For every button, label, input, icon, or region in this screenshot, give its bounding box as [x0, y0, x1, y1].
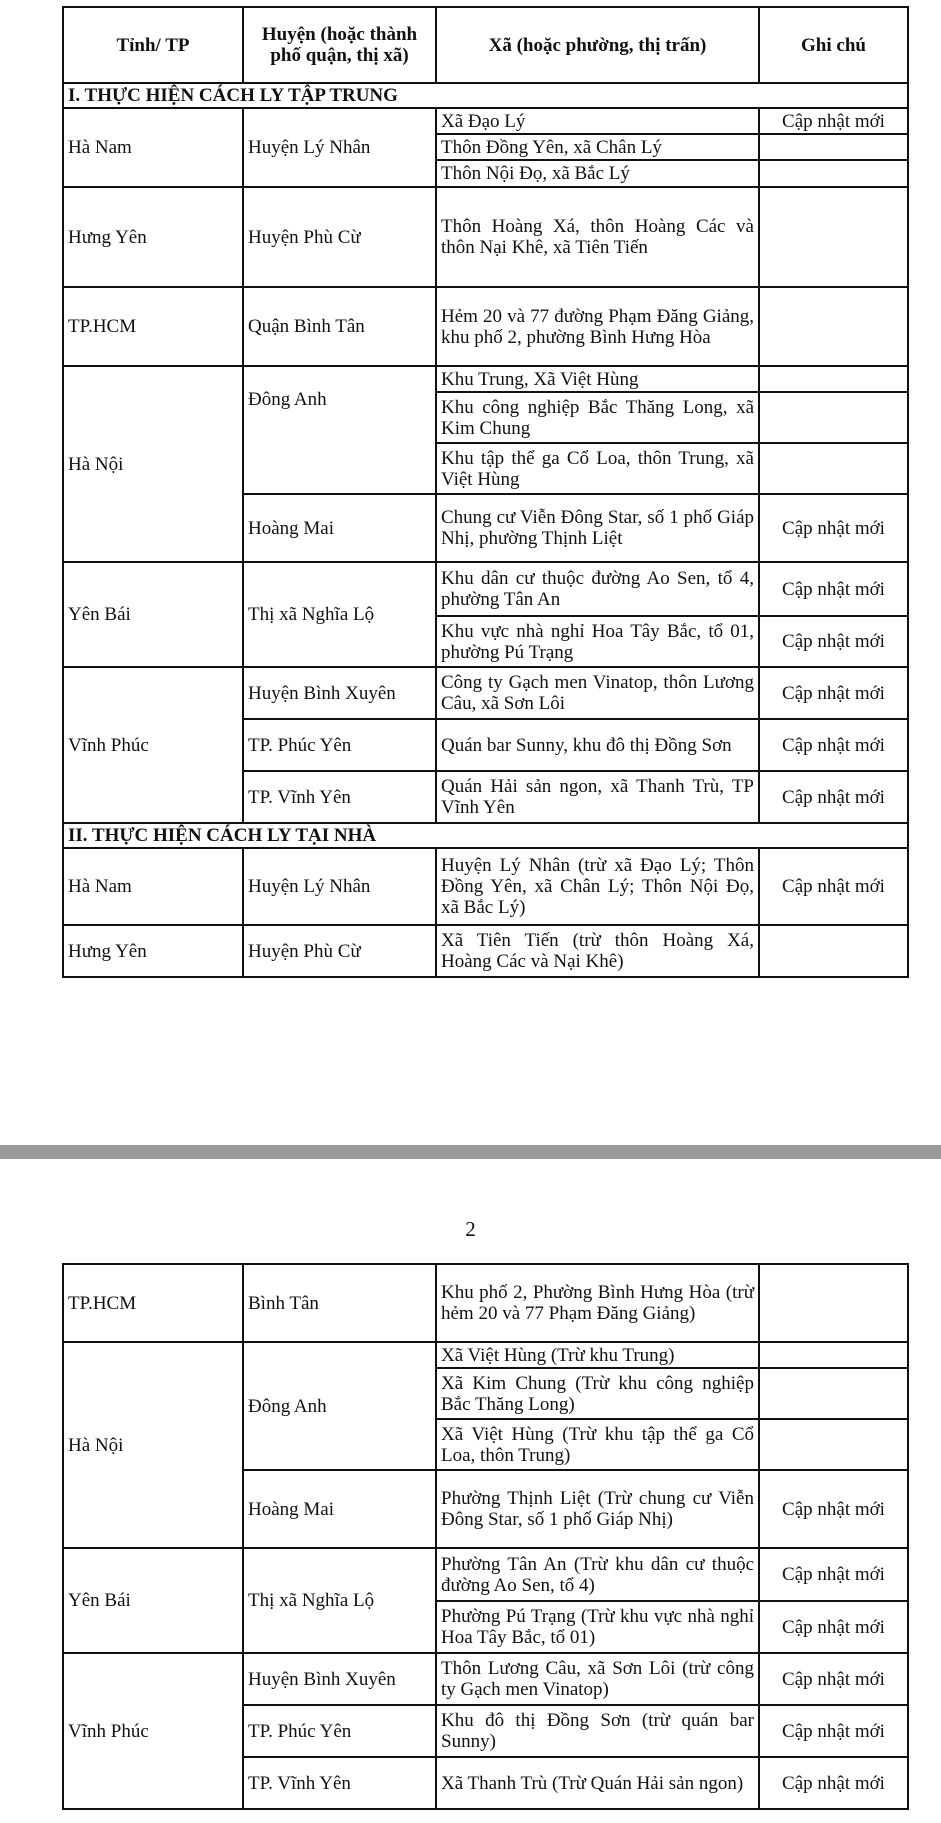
district-cell: Hoàng Mai — [243, 494, 436, 562]
commune-cell: Quán bar Sunny, khu đô thị Đồng Sơn — [436, 719, 759, 771]
commune-cell: Thôn Nội Đọ, xã Bắc Lý — [436, 160, 759, 187]
province-cell: Hà Nội — [63, 366, 243, 562]
table-row — [63, 848, 908, 925]
quarantine-table-page-1 — [62, 6, 909, 978]
province-cell: Hưng Yên — [63, 925, 243, 977]
table-row — [63, 1653, 908, 1705]
commune-cell: Thôn Đồng Yên, xã Chân Lý — [436, 134, 759, 160]
province-cell: Hà Nam — [63, 848, 243, 925]
note-cell: Cập nhật mới — [759, 1705, 908, 1757]
note-cell: Cập nhật mới — [759, 719, 908, 771]
section-row — [63, 823, 908, 848]
note-cell: Cập nhật mới — [759, 562, 908, 616]
commune-cell: Phường Tân An (Trừ khu dân cư thuộc đường Ao Sen, tổ 4) — [436, 1548, 759, 1601]
district-cell: Huyện Phù Cừ — [243, 925, 436, 977]
note-cell: Cập nhật mới — [759, 667, 908, 719]
commune-cell: Khu vực nhà nghỉ Hoa Tây Bắc, tổ 01, phường Pú Trạng — [436, 616, 759, 667]
table-row — [63, 187, 908, 287]
page-number: 2 — [465, 1217, 476, 1241]
commune-cell: Khu tập thể ga Cổ Loa, thôn Trung, xã Việt Hùng — [436, 443, 759, 494]
commune-cell: Huyện Lý Nhân (trừ xã Đạo Lý; Thôn Đồng Yên, xã Chân Lý; Thôn Nội Đọ, xã Bắc Lý) — [436, 848, 759, 925]
commune-cell: Xã Việt Hùng (Trừ khu tập thể ga Cổ Loa, thôn Trung) — [436, 1419, 759, 1470]
table-row — [63, 1342, 908, 1368]
page-separator — [0, 1145, 941, 1159]
commune-cell: Hẻm 20 và 77 đường Phạm Đăng Giảng, khu phố 2, phường Bình Hưng Hòa — [436, 287, 759, 366]
district-cell: Huyện Bình Xuyên — [243, 1653, 436, 1705]
province-cell: Hà Nam — [63, 108, 243, 187]
commune-cell: Xã Việt Hùng (Trừ khu Trung) — [436, 1342, 759, 1368]
district-cell: TP. Vĩnh Yên — [243, 771, 436, 823]
district-cell: Đông Anh — [243, 366, 436, 494]
note-cell — [759, 1264, 908, 1342]
district-cell: Quận Bình Tân — [243, 287, 436, 366]
commune-cell: Thôn Hoàng Xá, thôn Hoàng Các và thôn Nại Khê, xã Tiên Tiến — [436, 187, 759, 287]
province-cell: Vĩnh Phúc — [63, 667, 243, 823]
note-cell: Cập nhật mới — [759, 616, 908, 667]
header-district: Huyện (hoặc thành phố quận, thị xã) — [243, 7, 436, 83]
note-cell: Cập nhật mới — [759, 1653, 908, 1705]
district-cell: Huyện Bình Xuyên — [243, 667, 436, 719]
commune-cell: Công ty Gạch men Vinatop, thôn Lương Câu, xã Sơn Lôi — [436, 667, 759, 719]
commune-cell: Khu đô thị Đồng Sơn (trừ quán bar Sunny) — [436, 1705, 759, 1757]
commune-cell: Thôn Lương Câu, xã Sơn Lôi (trừ công ty Gạch men Vinatop) — [436, 1653, 759, 1705]
province-cell: Hưng Yên — [63, 187, 243, 287]
district-cell: Huyện Lý Nhân — [243, 108, 436, 187]
header-commune: Xã (hoặc phường, thị trấn) — [436, 7, 759, 83]
commune-cell: Quán Hải sản ngon, xã Thanh Trù, TP Vĩnh Yên — [436, 771, 759, 823]
header-row — [63, 7, 908, 83]
table-row — [63, 1548, 908, 1601]
table-row — [63, 366, 908, 392]
district-cell: TP. Phúc Yên — [243, 719, 436, 771]
note-cell — [759, 1419, 908, 1470]
note-cell — [759, 392, 908, 443]
district-cell: TP. Vĩnh Yên — [243, 1757, 436, 1809]
district-cell: Thị xã Nghĩa Lộ — [243, 562, 436, 667]
commune-cell: Khu công nghiệp Bắc Thăng Long, xã Kim Chung — [436, 392, 759, 443]
district-cell: TP. Phúc Yên — [243, 1705, 436, 1757]
note-cell: Cập nhật mới — [759, 848, 908, 925]
commune-cell: Phường Thịnh Liệt (Trừ chung cư Viễn Đông Star, số 1 phố Giáp Nhị) — [436, 1470, 759, 1548]
note-cell: Cập nhật mới — [759, 1548, 908, 1601]
table-row — [63, 667, 908, 719]
province-cell: Vĩnh Phúc — [63, 1653, 243, 1809]
document-page-2 — [0, 1159, 941, 1823]
note-cell: Cập nhật mới — [759, 1601, 908, 1653]
district-cell: Đông Anh — [243, 1342, 436, 1470]
table-row — [63, 1264, 908, 1342]
note-cell — [759, 160, 908, 187]
note-cell — [759, 1342, 908, 1368]
province-cell: Yên Bái — [63, 562, 243, 667]
table-row — [63, 925, 908, 977]
commune-cell: Xã Thanh Trù (Trừ Quán Hải sản ngon) — [436, 1757, 759, 1809]
commune-cell: Xã Tiên Tiến (trừ thôn Hoàng Xá, Hoàng Các và Nại Khê) — [436, 925, 759, 977]
section-title-1: I. THỰC HIỆN CÁCH LY TẬP TRUNG — [63, 83, 908, 108]
table-row — [63, 108, 908, 134]
note-cell: Cập nhật mới — [759, 1470, 908, 1548]
section-title-2: II. THỰC HIỆN CÁCH LY TẠI NHÀ — [63, 823, 908, 848]
note-cell: Cập nhật mới — [759, 494, 908, 562]
district-cell: Huyện Phù Cừ — [243, 187, 436, 287]
note-cell — [759, 187, 908, 287]
commune-cell: Khu phố 2, Phường Bình Hưng Hòa (trừ hẻm 20 và 77 Phạm Đăng Giảng) — [436, 1264, 759, 1342]
note-cell — [759, 443, 908, 494]
province-cell: TP.HCM — [63, 287, 243, 366]
commune-cell: Khu dân cư thuộc đường Ao Sen, tổ 4, phường Tân An — [436, 562, 759, 616]
header-note: Ghi chú — [759, 7, 908, 83]
note-cell: Cập nhật mới — [759, 1757, 908, 1809]
note-cell — [759, 366, 908, 392]
commune-cell: Chung cư Viễn Đông Star, số 1 phố Giáp Nhị, phường Thịnh Liệt — [436, 494, 759, 562]
district-cell: Hoàng Mai — [243, 1470, 436, 1548]
commune-cell: Khu Trung, Xã Việt Hùng — [436, 366, 759, 392]
header-province: Tỉnh/ TP — [63, 7, 243, 83]
section-row — [63, 83, 908, 108]
district-cell: Huyện Lý Nhân — [243, 848, 436, 925]
province-cell: TP.HCM — [63, 1264, 243, 1342]
district-cell: Bình Tân — [243, 1264, 436, 1342]
district-cell: Thị xã Nghĩa Lộ — [243, 1548, 436, 1653]
note-cell — [759, 1368, 908, 1419]
commune-cell: Xã Đạo Lý — [436, 108, 759, 134]
commune-cell: Xã Kim Chung (Trừ khu công nghiệp Bắc Thăng Long) — [436, 1368, 759, 1419]
province-cell: Hà Nội — [63, 1342, 243, 1548]
province-cell: Yên Bái — [63, 1548, 243, 1653]
note-cell — [759, 925, 908, 977]
note-cell — [759, 287, 908, 366]
table-row — [63, 287, 908, 366]
note-cell — [759, 134, 908, 160]
table-row — [63, 562, 908, 616]
note-cell: Cập nhật mới — [759, 108, 908, 134]
note-cell: Cập nhật mới — [759, 771, 908, 823]
quarantine-table-page-2 — [62, 1263, 909, 1810]
commune-cell: Phường Pú Trạng (Trừ khu vực nhà nghỉ Hoa Tây Bắc, tổ 01) — [436, 1601, 759, 1653]
